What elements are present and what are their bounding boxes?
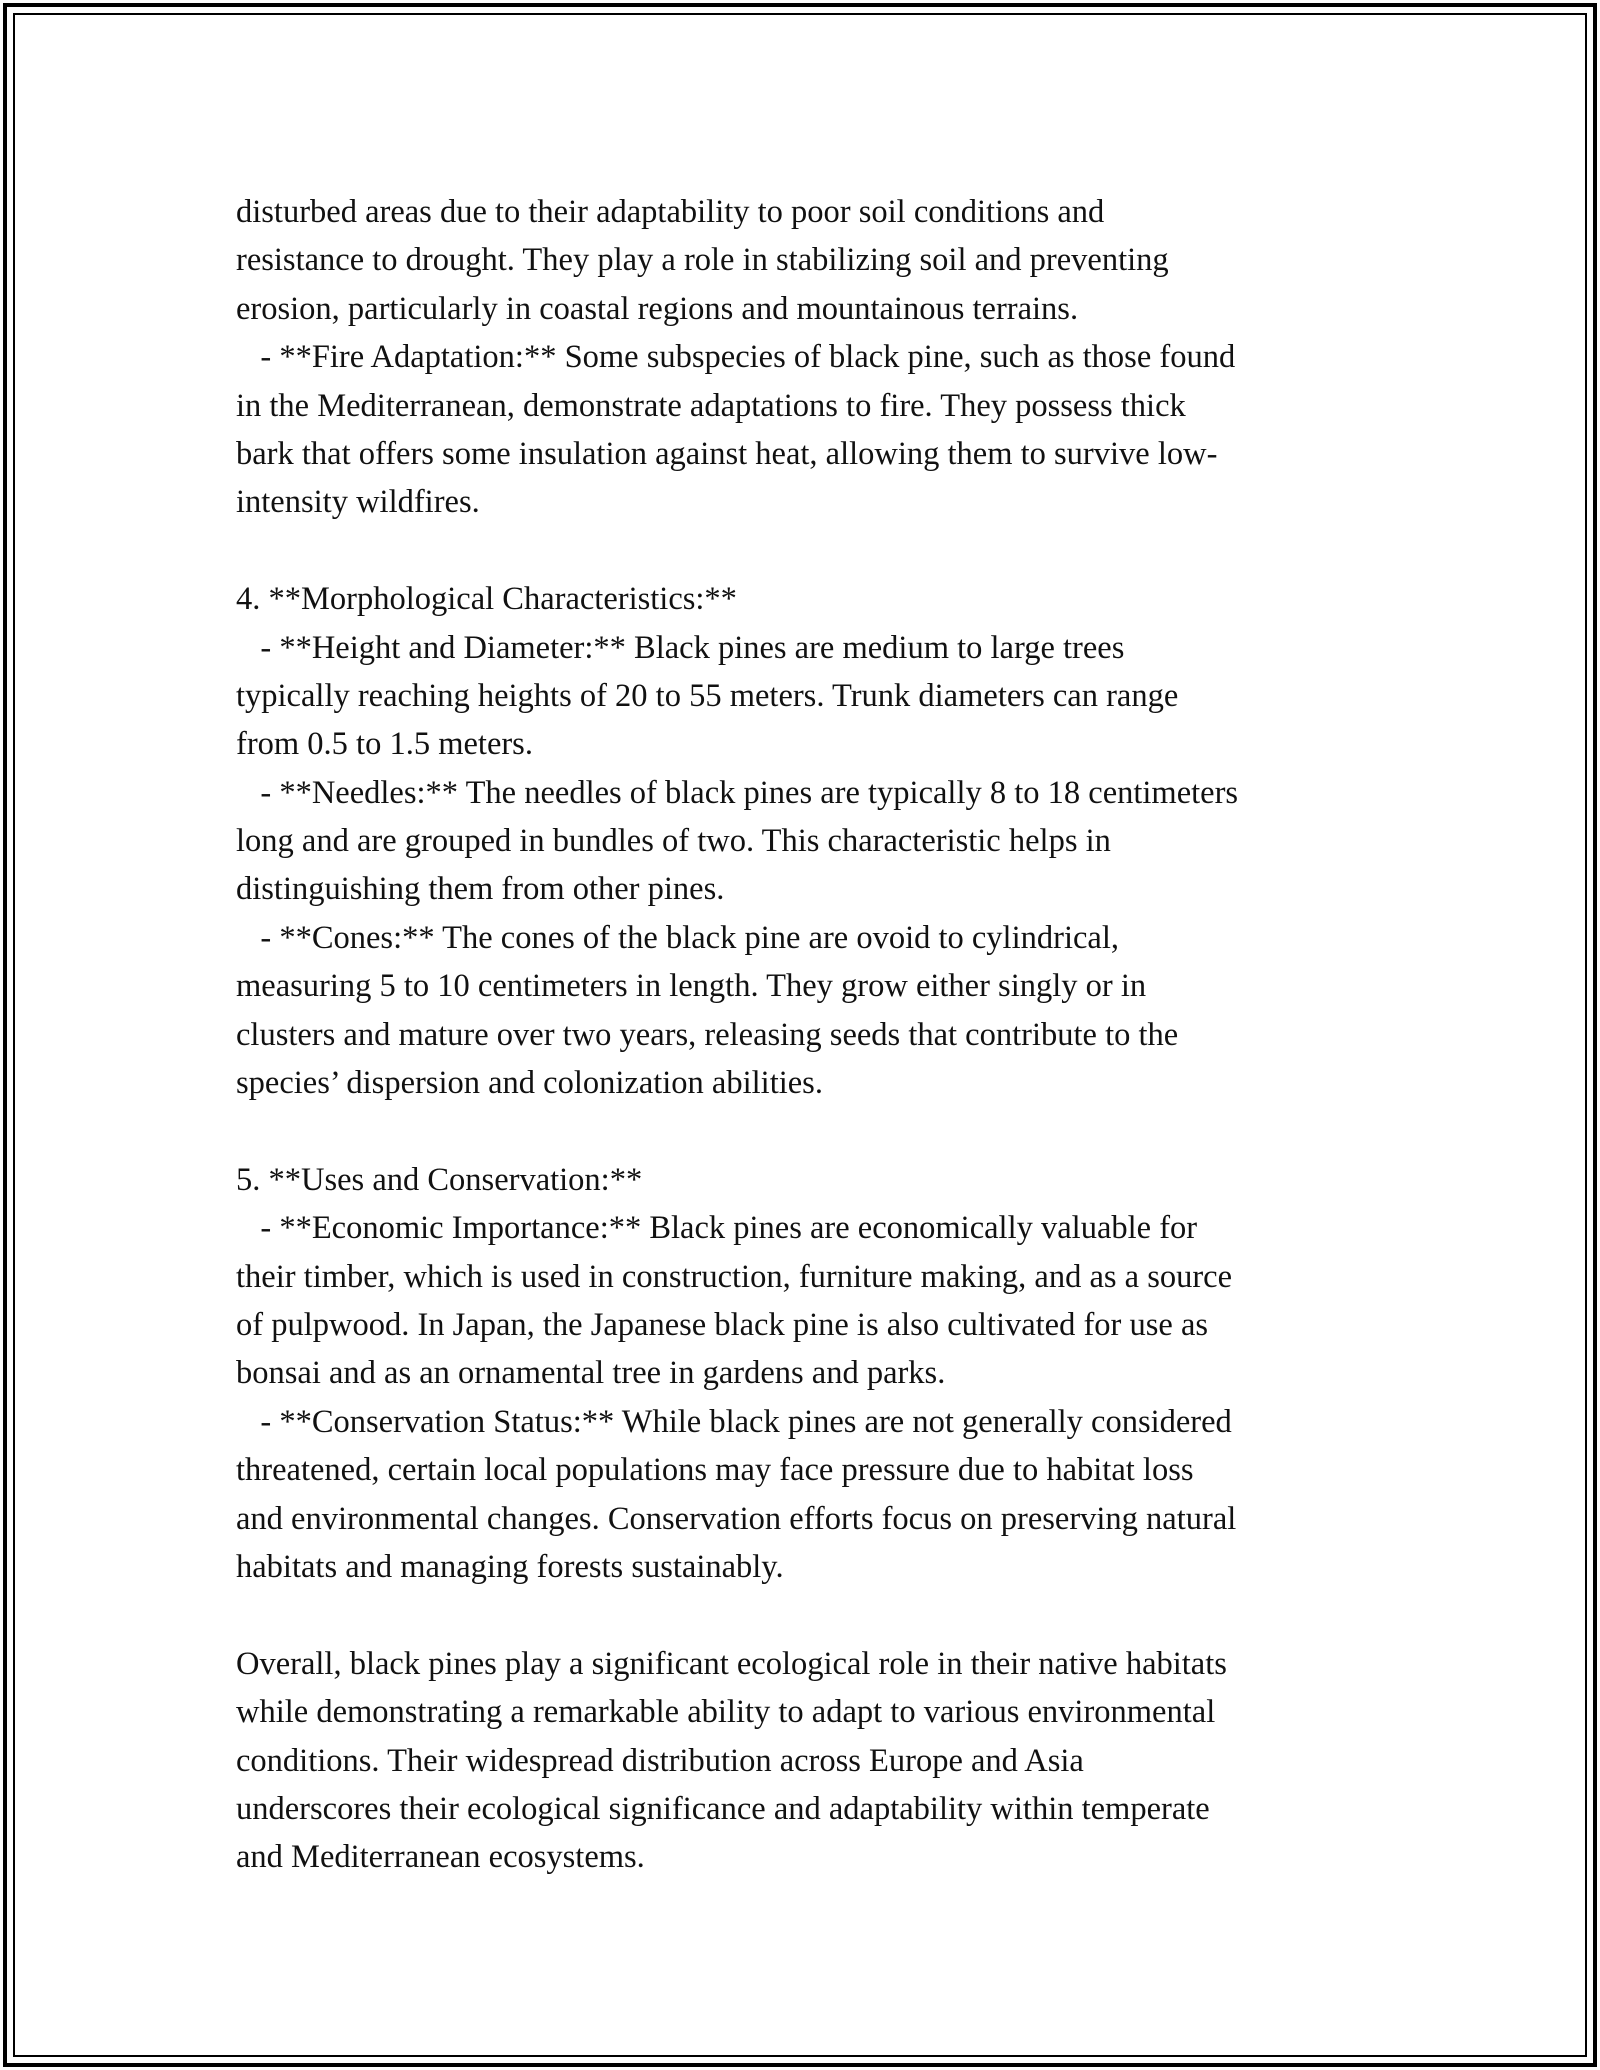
- conclusion-paragraph-line: underscores their ecological significance and adaptability within temperate: [236, 1790, 1210, 1827]
- text-line: resistance to drought. They play a role in stabilizing soil and preventing: [236, 242, 1169, 279]
- conclusion-paragraph-line: Overall, black pines play a significant ecological role in their native habitats: [236, 1645, 1227, 1682]
- conclusion-paragraph-line: while demonstrating a remarkable ability to adapt to various environmental: [236, 1694, 1216, 1731]
- text-line: typically reaching heights of 20 to 55 meters. Trunk diameters can range: [236, 677, 1179, 714]
- text-line: measuring 5 to 10 centimeters in length. They grow either singly or in: [236, 968, 1147, 1005]
- bullet-economic-importance: - **Economic Importance:** Black pines are economically valuable for: [236, 1210, 1198, 1247]
- text-line: their timber, which is used in construction, furniture making, and as a source: [236, 1258, 1233, 1295]
- document-body: [236, 188, 1396, 1882]
- text-line: habitats and managing forests sustainably.: [236, 1548, 784, 1585]
- section-heading-morphological: 4. **Morphological Characteristics:**: [236, 581, 737, 618]
- text-line: threatened, certain local populations may face pressure due to habitat loss: [236, 1452, 1194, 1489]
- text-line: intensity wildfires.: [236, 484, 480, 521]
- text-line: species’ dispersion and colonization abilities.: [236, 1065, 823, 1102]
- text-line: and environmental changes. Conservation efforts focus on preserving natural: [236, 1500, 1237, 1537]
- bullet-fire-adaptation: - **Fire Adaptation:** Some subspecies of black pine, such as those found: [236, 339, 1236, 376]
- blank-line: [236, 527, 1396, 575]
- bullet-cones: - **Cones:** The cones of the black pine are ovoid to cylindrical,: [236, 919, 1119, 956]
- text-line: of pulpwood. In Japan, the Japanese black pine is also cultivated for use as: [236, 1306, 1209, 1343]
- text-line: distinguishing them from other pines.: [236, 871, 725, 908]
- text-line: in the Mediterranean, demonstrate adaptations to fire. They possess thick: [236, 387, 1186, 424]
- section-heading-uses-conservation: 5. **Uses and Conservation:**: [236, 1161, 643, 1198]
- blank-line: [236, 1591, 1396, 1639]
- bullet-needles: - **Needles:** The needles of black pines are typically 8 to 18 centimeters: [236, 774, 1239, 811]
- text-line: bonsai and as an ornamental tree in gardens and parks.: [236, 1355, 946, 1392]
- text-line: clusters and mature over two years, releasing seeds that contribute to the: [236, 1016, 1179, 1053]
- blank-line: [236, 1107, 1396, 1155]
- text-line: long and are grouped in bundles of two. This characteristic helps in: [236, 823, 1111, 860]
- text-line: from 0.5 to 1.5 meters.: [236, 726, 533, 763]
- text-line: disturbed areas due to their adaptability to poor soil conditions and: [236, 194, 1105, 230]
- bullet-height-diameter: - **Height and Diameter:** Black pines are medium to large trees: [236, 629, 1125, 666]
- text-line: erosion, particularly in coastal regions and mountainous terrains.: [236, 290, 1079, 327]
- text-line: bark that offers some insulation against heat, allowing them to survive low-: [236, 435, 1218, 472]
- bullet-conservation-status: - **Conservation Status:** While black pines are not generally considered: [236, 1403, 1232, 1440]
- conclusion-paragraph-line: conditions. Their widespread distribution across Europe and Asia: [236, 1742, 1084, 1779]
- conclusion-paragraph-line: and Mediterranean ecosystems.: [236, 1839, 645, 1876]
